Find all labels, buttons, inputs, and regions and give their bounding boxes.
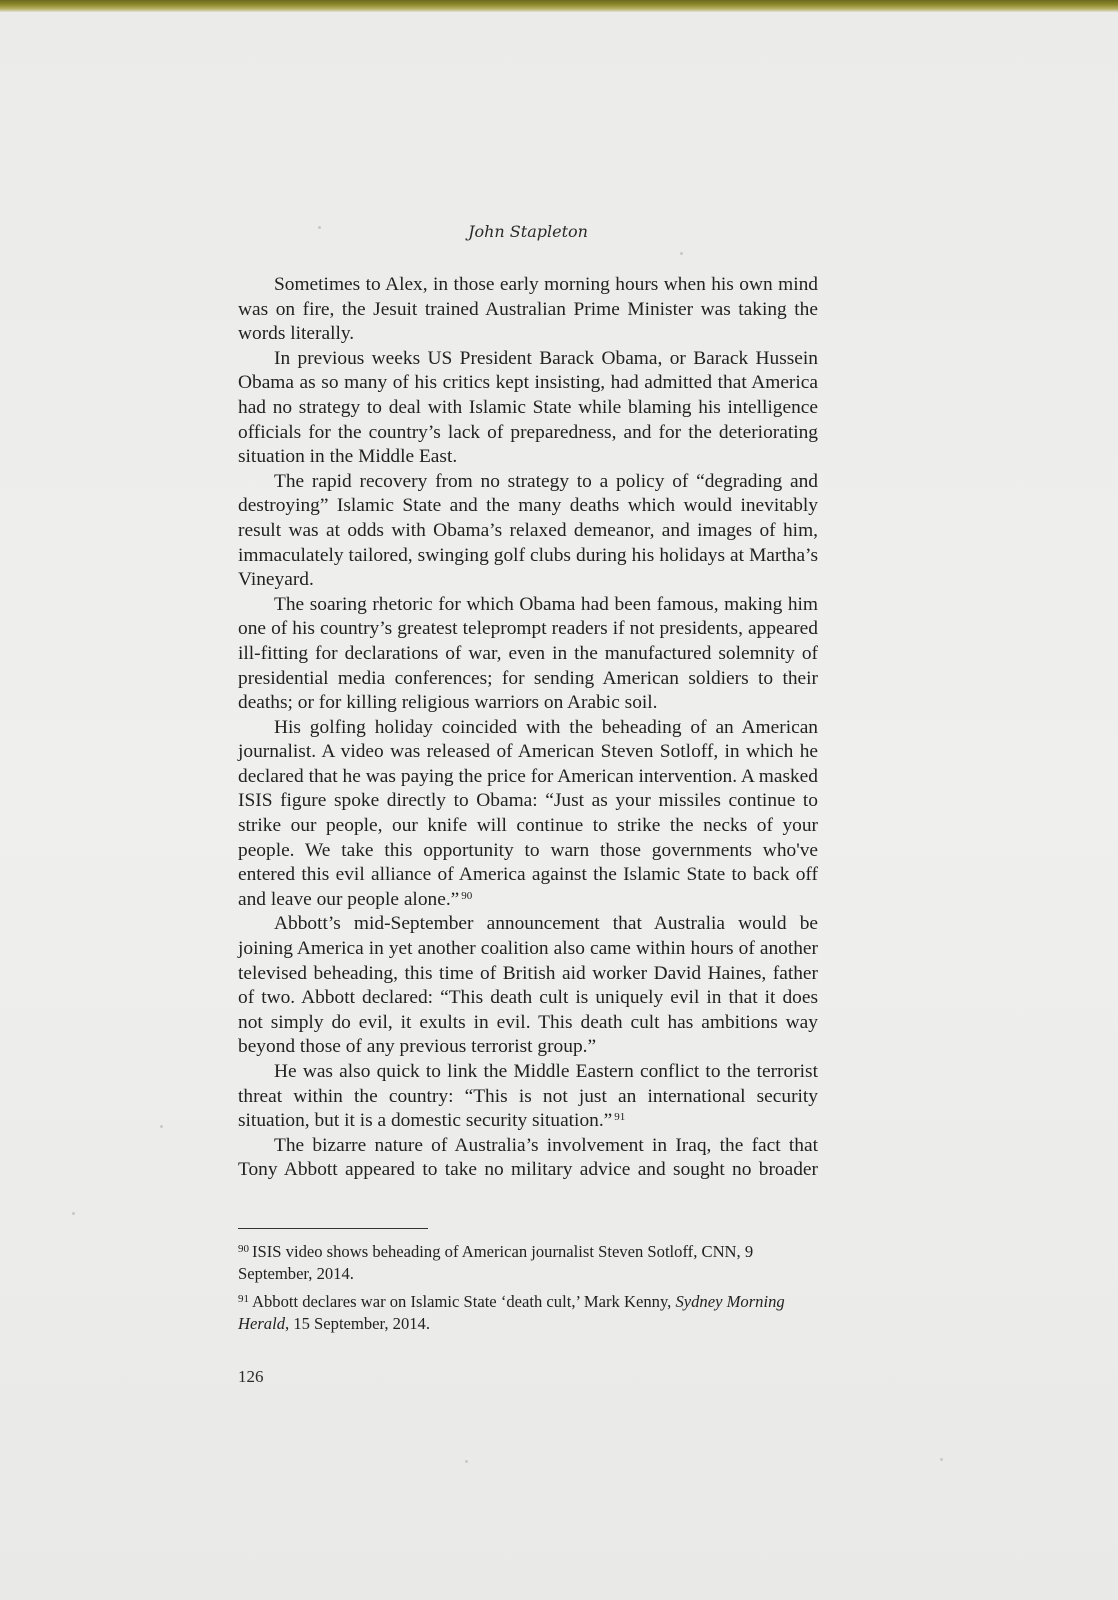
footnote-text: Abbott declares war on Islamic State ‘death cult,’ Mark Kenny, — [252, 1292, 676, 1311]
footnotes — [238, 1241, 818, 1341]
footnote-mark: 90 — [238, 1243, 249, 1255]
paragraph — [238, 273, 818, 347]
paper-speck — [680, 252, 683, 255]
paragraph — [238, 1134, 818, 1183]
footnote-mark: 91 — [238, 1293, 249, 1305]
paragraph — [238, 912, 818, 1060]
footnote-date: , 15 September, 2014. — [285, 1313, 430, 1333]
paragraph-text: He was also quick to link the Middle Eastern conflict to the terrorist threat within the country: “This is not just an international security situation, but it is a domestic security situation.” — [238, 1061, 818, 1132]
paragraph-text: Abbott’s mid-September announcement that Australia would be joining America in yet another coalition also came within hours of another televised beheading, this time of British aid worker David Haines, father of two. Abbott declared: “This death cult is uniquely evil in that it does not simply do evil, it exults in evil. This death cult has ambitions way beyond those of any previous terrorist group.” — [238, 913, 818, 1058]
running-head: John Stapleton — [468, 222, 588, 241]
paragraph-text: His golfing holiday coincided with the beheading of an American journalist. A video was released of American Steven Sotloff, in which he declared that he was paying the price for American intervention. A masked ISIS figure spoke directly to Obama: “Just as your missiles continue to strike our people, our knife will continue to strike the necks of your people. We take this opportunity to warn those governments who've entered this evil alliance of America against the Islamic State to back off and leave our people alone.” — [238, 716, 818, 910]
footnote-reference[interactable]: 90 — [461, 889, 473, 902]
footnote — [238, 1241, 818, 1284]
paragraph-text: In previous weeks US President Barack Obama, or Barack Hussein Obama as so many of his critics kept insisting, had admitted that America had no strategy to deal with Islamic State while blaming his intelligence officials for the country’s lack of preparedness, and for the deteriorating situation in the Middle East. — [238, 347, 818, 468]
paper-speck — [940, 1458, 943, 1461]
footnote-reference[interactable]: 91 — [614, 1111, 626, 1124]
paper-speck — [72, 1212, 75, 1215]
paragraph-text: Sometimes to Alex, in those early morning hours when his own mind was on fire, the Jesuit trained Australian Prime Minister was taking the words literally. — [238, 274, 818, 345]
paragraph-text: The soaring rhetoric for which Obama had been famous, making him one of his country’s greatest teleprompt readers if not presidents, appeared ill-fitting for declarations of war, even in the manufactured solemnity of presidential media conferences; for sending American soldiers to their deaths; or for killing religious warriors on Arabic soil. — [238, 593, 818, 714]
paragraph — [238, 1060, 818, 1134]
paragraph — [238, 470, 818, 593]
footnote — [238, 1291, 818, 1334]
body-text — [238, 273, 818, 1183]
footnote-publication: Sydney Morning Herald — [238, 1292, 785, 1333]
page-number: 126 — [238, 1367, 264, 1386]
scan-top-edge — [0, 0, 1118, 12]
paper-speck — [160, 1125, 163, 1128]
paragraph-text: The bizarre nature of Australia’s involvement in Iraq, the fact that Tony Abbott appeared to take no military advice and sought no broader — [238, 1134, 818, 1181]
footnote-divider — [238, 1228, 428, 1229]
paragraph-text: The rapid recovery from no strategy to a policy of “degrading and destroying” Islamic State and the many deaths which would inevitably result was at odds with Obama’s relaxed demeanor, and images of him, immaculately tailored, swinging golf clubs during his holidays at Martha’s Vineyard. — [238, 470, 818, 591]
paragraph — [238, 716, 818, 913]
paper-speck — [465, 1460, 468, 1463]
paragraph — [238, 347, 818, 470]
paragraph — [238, 593, 818, 716]
footnote-text: ISIS video shows beheading of American journalist Steven Sotloff, CNN, 9 September, 2014. — [238, 1242, 754, 1283]
